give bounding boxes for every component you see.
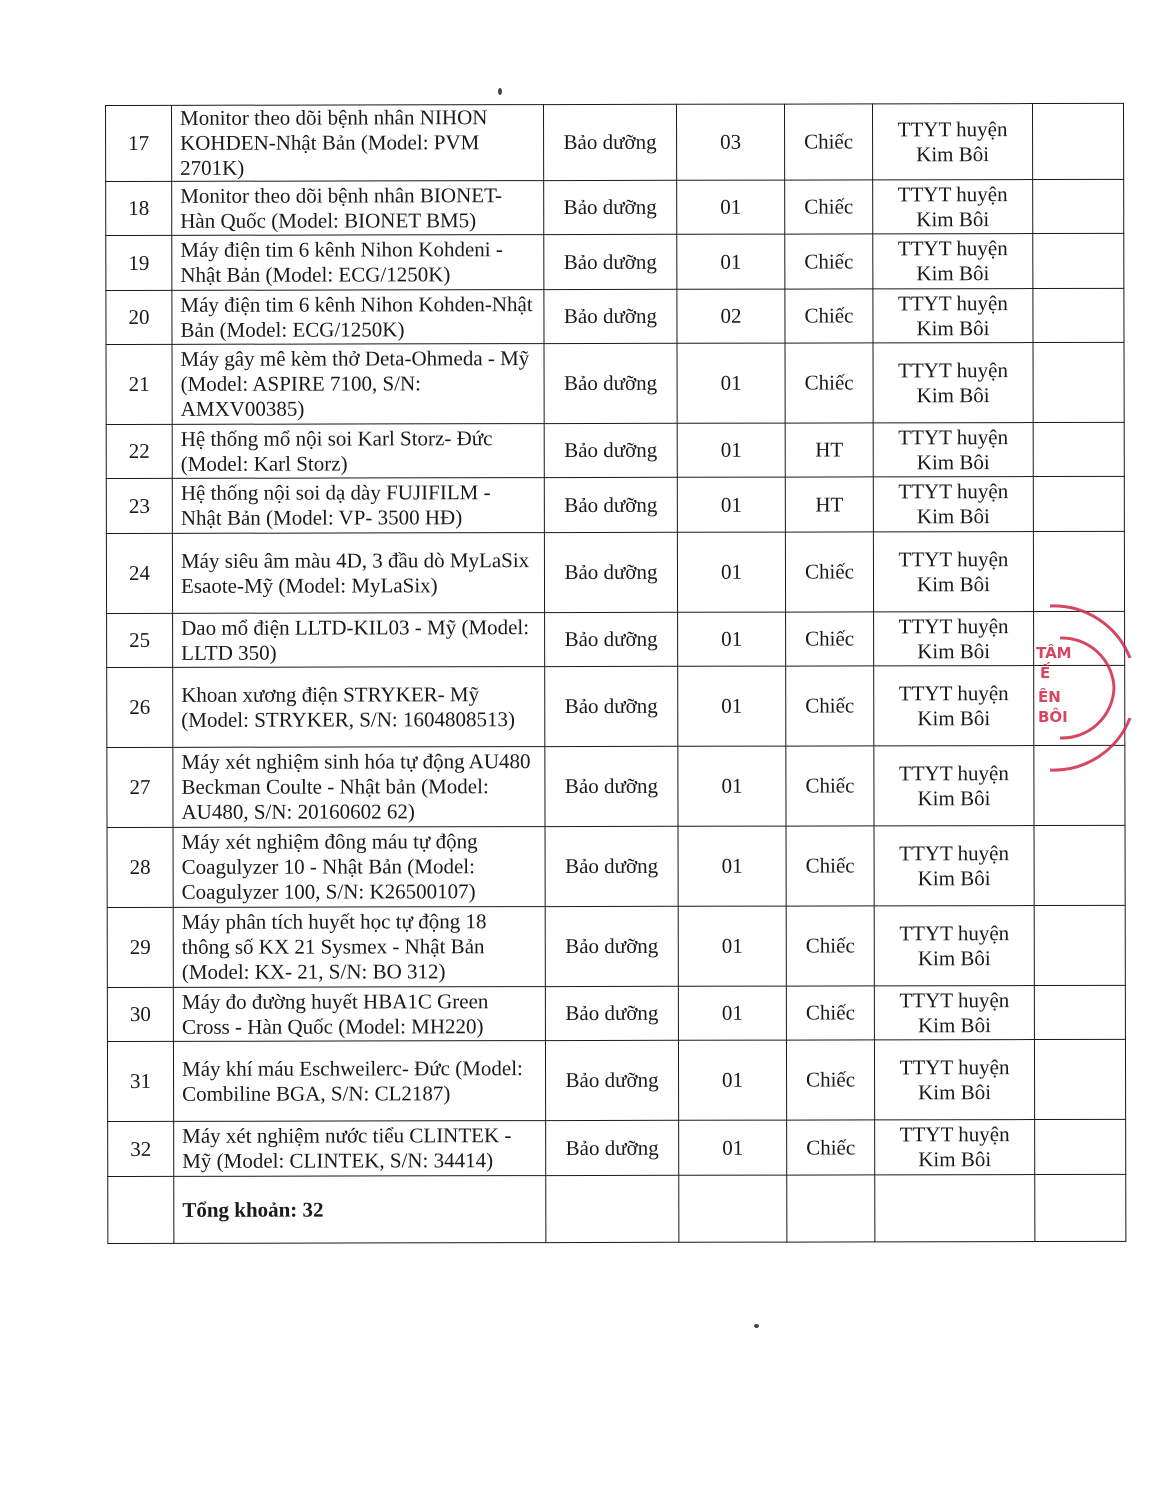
quantity: 02 bbox=[720, 303, 742, 328]
unit-cell bbox=[786, 746, 874, 826]
location: TTYT huyện Kim Bôi bbox=[899, 987, 1010, 1037]
unit: Chiếc bbox=[806, 1067, 856, 1092]
location-cell bbox=[873, 477, 1033, 532]
location-cell bbox=[874, 612, 1034, 666]
table-row bbox=[106, 342, 1124, 424]
work-type: Bảo dưỡng bbox=[565, 1135, 659, 1160]
table-row bbox=[108, 1119, 1126, 1176]
equipment-table-body bbox=[106, 103, 1126, 1176]
location-cell bbox=[874, 826, 1034, 906]
quantity: 01 bbox=[721, 1000, 743, 1025]
row-number-cell bbox=[106, 290, 172, 344]
table-row bbox=[106, 422, 1124, 478]
equipment-name: Máy khí máu Eschweilerc- Đức (Model: Combiline BGA, S/N: CL2187) bbox=[181, 1055, 523, 1106]
unit: Chiếc bbox=[805, 853, 855, 878]
equipment-name: Máy xét nghiệm đông máu tự động Coagulyzer 10 - Nhật Bản (Model: Coagulyzer 100, S/N: K26500107) bbox=[181, 829, 478, 904]
note-cell bbox=[1034, 611, 1125, 665]
work-type: Bảo dưỡng bbox=[565, 1067, 659, 1093]
equipment-name: Máy điện tim 6 kênh Nihon Kohdeni - Nhật Bản (Model: ECG/1250K) bbox=[180, 237, 503, 287]
note-cell bbox=[1033, 422, 1124, 476]
equipment-name-cell bbox=[172, 533, 544, 614]
quantity-cell bbox=[677, 423, 785, 477]
work-type: Bảo dưỡng bbox=[563, 303, 657, 329]
row-number: 31 bbox=[130, 1068, 152, 1093]
row-number: 21 bbox=[128, 371, 150, 396]
note-cell bbox=[1033, 531, 1124, 611]
scan-speck bbox=[498, 88, 502, 95]
row-number: 17 bbox=[128, 130, 150, 155]
equipment-name: Máy siêu âm màu 4D, 3 đầu dò MyLaSix Esaote-Mỹ (Model: MyLaSix) bbox=[180, 547, 530, 598]
table-row bbox=[106, 103, 1124, 181]
table-row bbox=[107, 825, 1125, 907]
location-cell bbox=[875, 1120, 1035, 1175]
unit: Chiếc bbox=[805, 626, 855, 651]
row-number-cell bbox=[108, 1121, 174, 1176]
row-number-cell bbox=[106, 478, 172, 533]
row-number: 32 bbox=[130, 1136, 152, 1161]
unit-cell bbox=[786, 1040, 874, 1120]
row-number-cell bbox=[106, 344, 172, 424]
unit-cell bbox=[786, 826, 874, 906]
total-stt-cell bbox=[108, 1176, 174, 1243]
location-cell bbox=[873, 343, 1033, 423]
unit-cell bbox=[786, 986, 874, 1040]
work-type-cell bbox=[544, 234, 677, 289]
work-type-cell bbox=[545, 826, 678, 906]
work-type: Bảo dưỡng bbox=[564, 437, 658, 463]
total-label-cell bbox=[174, 1176, 546, 1244]
work-type: Bảo dưỡng bbox=[564, 559, 658, 585]
stamp-text-mid: TÂM bbox=[1036, 644, 1072, 662]
work-type-cell bbox=[544, 532, 677, 612]
equipment-name-cell bbox=[173, 907, 545, 988]
equipment-name-cell bbox=[173, 1041, 545, 1122]
unit-cell bbox=[785, 423, 873, 477]
work-type: Bảo dưỡng bbox=[564, 626, 658, 652]
table-row bbox=[106, 179, 1124, 235]
location-cell bbox=[874, 986, 1034, 1040]
location-cell bbox=[873, 234, 1033, 289]
location-cell bbox=[874, 1040, 1034, 1120]
work-type-cell bbox=[544, 477, 677, 532]
equipment-name-cell bbox=[172, 235, 544, 291]
note-cell bbox=[1032, 103, 1123, 179]
equipment-name: Máy đo đường huyết HBA1C Green Cross - Hàn Quốc (Model: MH220) bbox=[181, 988, 489, 1039]
row-number: 29 bbox=[129, 934, 151, 959]
quantity: 01 bbox=[720, 492, 742, 517]
table-row bbox=[107, 745, 1125, 827]
equipment-table bbox=[105, 103, 1126, 1244]
location: TTYT huyện Kim Bôi bbox=[898, 424, 1009, 474]
note-cell bbox=[1033, 233, 1124, 288]
location: TTYT huyện Kim Bôi bbox=[897, 181, 1008, 231]
row-number: 25 bbox=[129, 627, 151, 652]
equipment-name-cell bbox=[173, 827, 545, 908]
work-type: Bảo dưỡng bbox=[563, 194, 657, 220]
equipment-name-cell bbox=[173, 747, 545, 828]
row-number-cell bbox=[107, 1041, 173, 1121]
quantity-cell bbox=[677, 234, 785, 289]
table-row bbox=[106, 476, 1124, 533]
quantity: 03 bbox=[720, 129, 742, 154]
equipment-name: Hệ thống mổ nội soi Karl Storz- Đức (Model: Karl Storz) bbox=[180, 425, 493, 476]
unit: Chiếc bbox=[805, 693, 855, 718]
work-type-cell bbox=[544, 180, 677, 234]
location: TTYT huyện Kim Bôi bbox=[898, 613, 1009, 663]
row-number: 19 bbox=[128, 250, 150, 275]
equipment-name-cell bbox=[173, 613, 545, 668]
quantity-cell bbox=[676, 104, 784, 180]
total-note-cell bbox=[1035, 1174, 1126, 1241]
quantity-cell bbox=[678, 666, 786, 746]
row-number-cell bbox=[106, 533, 172, 613]
table-row bbox=[107, 905, 1125, 987]
row-number-cell bbox=[107, 667, 173, 747]
work-type-cell bbox=[544, 423, 677, 477]
row-number: 23 bbox=[128, 493, 150, 518]
row-number: 20 bbox=[128, 304, 150, 329]
location: TTYT huyện Kim Bôi bbox=[898, 760, 1009, 810]
work-type-cell bbox=[545, 906, 678, 986]
work-type: Bảo dưỡng bbox=[565, 933, 659, 959]
work-type-cell bbox=[545, 612, 678, 666]
equipment-name-cell bbox=[174, 1121, 546, 1177]
quantity-cell bbox=[678, 906, 786, 986]
quantity: 01 bbox=[720, 370, 742, 395]
table-row bbox=[107, 1039, 1125, 1121]
unit-cell bbox=[785, 477, 873, 532]
row-number: 24 bbox=[128, 560, 151, 585]
unit-cell bbox=[784, 104, 872, 180]
work-type: Bảo dưỡng bbox=[563, 249, 657, 274]
unit: HT bbox=[815, 491, 844, 517]
row-number-cell bbox=[107, 747, 173, 827]
unit: HT bbox=[815, 437, 844, 462]
total-qty-cell bbox=[679, 1175, 787, 1242]
quantity: 01 bbox=[721, 933, 743, 958]
unit: Chiếc bbox=[805, 1000, 855, 1025]
equipment-name: Hệ thống nội soi dạ dày FUJIFILM - Nhật Bản (Model: VP- 3500 HĐ) bbox=[180, 480, 491, 530]
row-number-cell bbox=[106, 424, 172, 478]
equipment-name: Máy phân tích huyết học tự động 18 thông số KX 21 Sysmex - Nhật Bản (Model: KX- 21, S/N: BO 312) bbox=[181, 909, 487, 984]
note-cell bbox=[1034, 745, 1125, 825]
equipment-name-cell bbox=[172, 105, 544, 182]
equipment-name: Máy điện tim 6 kênh Nihon Kohden-Nhật Bản (Model: ECG/1250K) bbox=[180, 291, 533, 342]
quantity-cell bbox=[677, 289, 785, 343]
note-cell bbox=[1034, 665, 1125, 745]
location-cell bbox=[874, 746, 1034, 826]
quantity: 01 bbox=[722, 1067, 744, 1092]
location-cell bbox=[873, 532, 1033, 612]
quantity: 01 bbox=[721, 773, 743, 798]
equipment-name: Khoan xương điện STRYKER- Mỹ (Model: STRYKER, S/N: 1604808513) bbox=[181, 681, 515, 732]
unit: Chiếc bbox=[805, 933, 855, 958]
quantity-cell bbox=[677, 532, 785, 612]
quantity-cell bbox=[678, 826, 786, 906]
quantity: 01 bbox=[721, 626, 743, 651]
equipment-name-cell bbox=[172, 424, 544, 479]
unit-cell bbox=[786, 612, 874, 666]
location: TTYT huyện Kim Bôi bbox=[898, 357, 1009, 407]
equipment-name: Máy gây mê kèm thở Deta-Ohmeda - Mỹ (Model: ASPIRE 7100, S/N: AMXV00385) bbox=[180, 346, 530, 421]
location-cell bbox=[873, 289, 1033, 343]
quantity-cell bbox=[677, 343, 785, 423]
quantity-cell bbox=[678, 612, 786, 666]
unit: Chiếc bbox=[804, 370, 854, 395]
location: TTYT huyện Kim Bôi bbox=[898, 546, 1009, 596]
equipment-name: Dao mổ điện LLTD-KIL03 - Mỹ (Model: LLTD 350) bbox=[181, 614, 530, 665]
note-cell bbox=[1034, 825, 1125, 905]
location-cell bbox=[874, 906, 1034, 986]
unit-cell bbox=[785, 180, 873, 234]
unit: Chiếc bbox=[806, 1134, 856, 1160]
unit: Chiếc bbox=[805, 773, 855, 798]
quantity-cell bbox=[677, 477, 785, 532]
quantity-cell bbox=[679, 1120, 787, 1175]
unit-cell bbox=[785, 532, 873, 612]
note-cell bbox=[1033, 179, 1124, 233]
equipment-name-cell bbox=[172, 181, 544, 236]
quantity: 01 bbox=[720, 437, 742, 462]
note-cell bbox=[1033, 476, 1124, 531]
unit: Chiếc bbox=[804, 194, 854, 219]
location-cell bbox=[872, 104, 1032, 180]
row-number: 30 bbox=[129, 1001, 151, 1026]
row-number: 22 bbox=[128, 438, 150, 463]
row-number-cell bbox=[106, 181, 172, 235]
note-cell bbox=[1034, 1039, 1125, 1119]
row-number-cell bbox=[107, 613, 173, 667]
equipment-name: Monitor theo dõi bệnh nhân BIONET-Hàn Quốc (Model: BIONET BM5) bbox=[180, 182, 502, 233]
location-cell bbox=[873, 180, 1033, 234]
location: TTYT huyện Kim Bôi bbox=[898, 680, 1009, 730]
row-number: 27 bbox=[129, 774, 151, 799]
quantity: 01 bbox=[720, 249, 742, 274]
location-cell bbox=[874, 666, 1034, 746]
equipment-name-cell bbox=[173, 667, 545, 748]
table-row bbox=[106, 288, 1124, 344]
note-cell bbox=[1035, 1119, 1126, 1174]
equipment-name-cell bbox=[172, 478, 544, 534]
location: TTYT huyện Kim Bôi bbox=[898, 479, 1009, 529]
location: TTYT huyện Kim Bôi bbox=[899, 1054, 1010, 1104]
unit-cell bbox=[785, 343, 873, 423]
work-type: Bảo dưỡng bbox=[565, 1000, 659, 1026]
table-row bbox=[106, 531, 1124, 613]
work-type-cell bbox=[545, 1040, 678, 1120]
note-cell bbox=[1034, 985, 1125, 1039]
total-unit-cell bbox=[787, 1175, 875, 1242]
row-number: 18 bbox=[128, 195, 150, 220]
table-row bbox=[107, 665, 1125, 747]
row-number-cell bbox=[106, 105, 172, 181]
quantity-cell bbox=[677, 180, 785, 234]
equipment-name: Monitor theo dõi bệnh nhân NIHON KOHDEN-Nhật Bản (Model: PVM 2701K) bbox=[180, 105, 488, 180]
work-type-cell bbox=[544, 104, 677, 180]
location: TTYT huyện Kim Bôi bbox=[899, 840, 1010, 890]
row-number-cell bbox=[107, 987, 173, 1041]
quantity: 01 bbox=[722, 1135, 744, 1160]
work-type-cell bbox=[545, 746, 678, 826]
work-type-cell bbox=[546, 1120, 679, 1175]
unit-cell bbox=[786, 906, 874, 986]
work-type: Bảo dưỡng bbox=[565, 853, 659, 879]
unit-cell bbox=[787, 1120, 875, 1175]
total-place-cell bbox=[875, 1175, 1035, 1242]
quantity: 01 bbox=[720, 559, 743, 584]
unit-cell bbox=[786, 666, 874, 746]
work-type: Bảo dưỡng bbox=[564, 773, 658, 799]
work-type: Bảo dưỡng bbox=[563, 129, 657, 155]
unit: Chiếc bbox=[804, 303, 854, 328]
quantity-cell bbox=[678, 1040, 786, 1120]
quantity: 01 bbox=[720, 194, 742, 219]
equipment-name: Máy xét nghiệm nước tiểu CLINTEK - Mỹ (Model: CLINTEK, S/N: 34414) bbox=[182, 1123, 512, 1173]
table-row bbox=[107, 985, 1125, 1041]
work-type-cell bbox=[545, 986, 678, 1040]
note-cell bbox=[1033, 288, 1124, 342]
unit-cell bbox=[785, 289, 873, 343]
note-cell bbox=[1033, 342, 1124, 422]
unit: Chiếc bbox=[804, 129, 854, 154]
total-row bbox=[108, 1174, 1126, 1243]
total-label: Tổng khoản: 32 bbox=[182, 1197, 324, 1222]
work-type-cell bbox=[544, 289, 677, 343]
location: TTYT huyện Kim Bôi bbox=[897, 236, 1008, 286]
total-work-cell bbox=[546, 1175, 679, 1242]
location: TTYT huyện Kim Bôi bbox=[897, 116, 1008, 166]
quantity: 01 bbox=[721, 693, 743, 718]
row-number-cell bbox=[107, 827, 173, 907]
stamp-text-mid2: Ế bbox=[1040, 664, 1051, 682]
row-number-cell bbox=[107, 907, 173, 987]
table-row bbox=[107, 611, 1125, 667]
quantity-cell bbox=[678, 986, 786, 1040]
row-number: 28 bbox=[129, 854, 151, 879]
stamp-text-low: ÊN bbox=[1038, 688, 1061, 706]
location: TTYT huyện Kim Bôi bbox=[899, 920, 1010, 970]
table-row bbox=[106, 233, 1124, 290]
row-number-cell bbox=[106, 235, 172, 290]
note-cell bbox=[1034, 905, 1125, 985]
scan-speck bbox=[754, 1324, 759, 1328]
work-type: Bảo dưỡng bbox=[564, 693, 658, 719]
work-type-cell bbox=[544, 343, 677, 423]
location-cell bbox=[873, 423, 1033, 477]
work-type: Bảo dưỡng bbox=[564, 492, 658, 517]
quantity: 01 bbox=[721, 853, 743, 878]
quantity-cell bbox=[678, 746, 786, 826]
stamp-text-low2: BÔI bbox=[1038, 708, 1068, 726]
unit-cell bbox=[785, 234, 873, 289]
equipment-name-cell bbox=[172, 344, 544, 425]
location: TTYT huyện Kim Bôi bbox=[899, 1122, 1010, 1172]
work-type-cell bbox=[545, 666, 678, 746]
equipment-name-cell bbox=[173, 987, 545, 1042]
row-number: 26 bbox=[129, 694, 151, 719]
unit: Chiếc bbox=[804, 248, 854, 274]
unit: Chiếc bbox=[804, 559, 854, 584]
work-type: Bảo dưỡng bbox=[564, 370, 658, 396]
equipment-name: Máy xét nghiệm sinh hóa tự động AU480 Beckman Coulte - Nhật bản (Model: AU480, S/N: 20160602 62) bbox=[181, 749, 531, 824]
location: TTYT huyện Kim Bôi bbox=[897, 290, 1008, 340]
equipment-name-cell bbox=[172, 290, 544, 345]
